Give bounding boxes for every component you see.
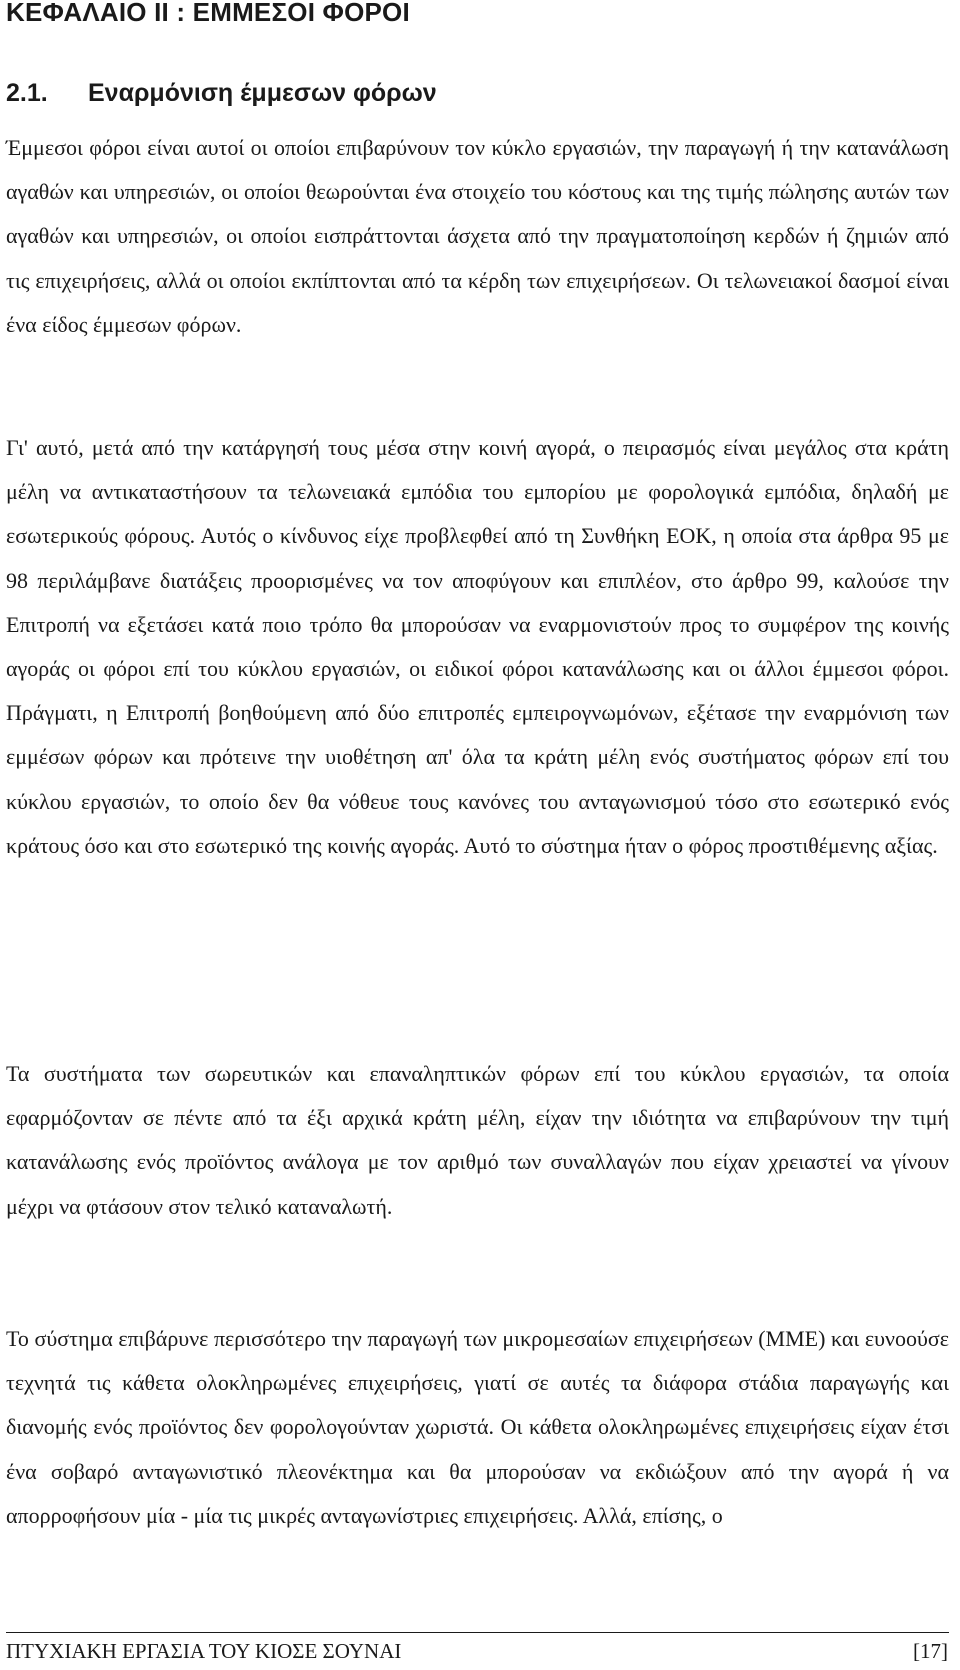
paragraph-1: Έμμεσοι φόροι είναι αυτοί οι οποίοι επιβαρύνουν τον κύκλο εργασιών, την παραγωγή ή την κατανάλωση αγαθών και υπηρεσιών, οι οποίοι θεωρούνται ένα στοιχείο του κόστους και της τιμής πώλησης αυτών των αγαθών και υπηρεσιών, οι οποίοι εισπράττονται άσχετα από την πραγματοποίηση κερδών ή ζημιών από τις επιχειρήσεις, αλλά οι οποίοι εκπίπτονται από τα κέρδη των επιχειρήσεων. Οι τελωνειακοί δασμοί είναι ένα είδος έμμεσων φόρων. xyxy=(6,135,949,337)
section-title: Εναρμόνιση έμμεσων φόρων xyxy=(88,79,437,107)
footer-author-title: ΠΤΥΧΙΑΚΗ ΕΡΓΑΣΙΑ ΤΟΥ ΚΙΟΣΕ ΣΟΥΝΑΙ xyxy=(6,1639,402,1663)
chapter-title: ΚΕΦΑΛΑΙΟ ΙΙ : ΕΜΜΕΣΟΙ ΦΟΡΟΙ xyxy=(6,0,410,27)
footer-divider xyxy=(6,1632,949,1633)
section-heading xyxy=(6,75,437,111)
paragraph-2: Γι' αυτό, μετά από την κατάργησή τους μέσα στην κοινή αγορά, ο πειρασμός είναι μεγάλος στα κράτη μέλη να αντικαταστήσουν τα τελωνειακά εμπόδια του εμπορίου με φορολογικά εμπόδια, δηλαδή με εσωτερικούς φόρους. Αυτός ο κίνδυνος είχε προβλεφθεί από τη Συνθήκη ΕΟΚ, η οποία στα άρθρα 95 με 98 περιλάμβανε διατάξεις προορισμένες να τον αποφύγουν και επιπλέον, στο άρθρο 99, καλούσε την Επιτροπή να εξετάσει κατά ποιο τρόπο θα μπορούσαν να εναρμονιστούν προς το συμφέρον της κοινής αγοράς οι φόροι επί του κύκλου εργασιών, οι ειδικοί φόροι κατανάλωσης και οι άλλοι έμμεσοι φόροι. Πράγματι, η Επιτροπή βοηθούμενη από δύο επιτροπές εμπειρογνωμόνων, εξέτασε την εναρμόνιση των εμμέσων φόρων και πρότεινε την υιοθέτηση απ' όλα τα κράτη μέλη ενός συστήματος φόρων επί του κύκλου εργασιών, το οποίο δεν θα νόθευε τους κανόνες του ανταγωνισμού τόσο στο εσωτερικό ενός κράτους όσο και στο εσωτερικό της κοινής αγοράς. Αυτό το σύστημα ήταν ο φόρος προστιθέμενης αξίας. xyxy=(6,435,949,858)
paragraph-3: Τα συστήματα των σωρευτικών και επαναληπτικών φόρων επί του κύκλου εργασιών, τα οποία εφαρμόζονταν σε πέντε από τα έξι αρχικά κράτη μέλη, είχαν την ιδιότητα να επιβαρύνουν την τιμή κατανάλωσης ενός προϊόντος ανάλογα με τον αριθμό των συναλλαγών που είχαν χρειαστεί να γίνουν μέχρι να φτάσουν στον τελικό καταναλωτή. xyxy=(6,1061,949,1219)
paragraph-4: Το σύστημα επιβάρυνε περισσότερο την παραγωγή των μικρομεσαίων επιχειρήσεων (ΜΜΕ) και ευνοούσε τεχνητά τις κάθετα ολοκληρωμένες επιχειρήσεις, γιατί σε αυτές τα διάφορα στάδια παραγωγής και διανομής ενός προϊόντος δεν φορολογούνταν χωριστά. Οι κάθετα ολοκληρωμένες επιχειρήσεις είχαν έτσι ένα σοβαρό ανταγωνιστικό πλεονέκτημα και θα μπορούσαν να εκδιώξουν από την αγορά ή να απορροφήσουν μία - μία τις μικρές ανταγωνίστριες επιχειρήσεις. Αλλά, επίσης, ο xyxy=(6,1326,949,1528)
page-number: [17] xyxy=(913,1639,948,1663)
section-number: 2.1. xyxy=(6,79,48,107)
